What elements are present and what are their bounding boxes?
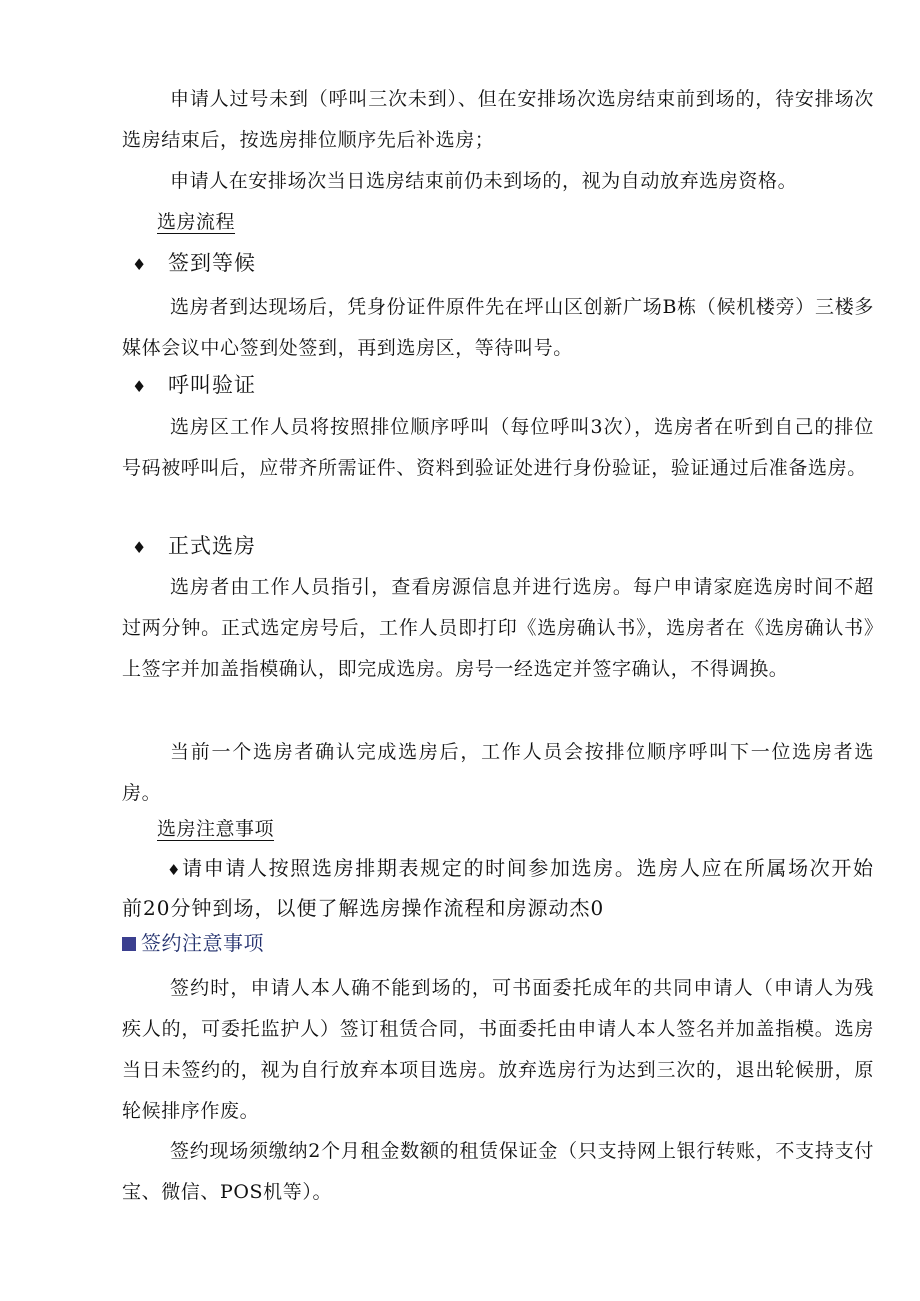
diamond-bullet-icon: ♦ [132, 255, 148, 274]
square-bullet-icon [122, 937, 136, 951]
step-call-verify-text: 选房区工作人员将按照排位顺序呼叫（每位呼叫3次），选房者在听到自己的排位号码被呼叫后，应带齐所需证件、资料到验证处进行身份验证，验证通过后准备选房。 [122, 416, 874, 479]
signing-paragraph-deposit: 签约现场须缴纳2个月租金数额的租赁保证金（只支持网上银行转账，不支持支付宝、微信、POS机等）。 [122, 1140, 874, 1203]
signing-heading [122, 929, 264, 959]
notes-heading: 选房注意事项 [157, 818, 275, 840]
step-sign-in-title [132, 248, 256, 280]
diamond-bullet-icon: ♦ [132, 377, 148, 396]
step-call-verify-title [132, 370, 256, 402]
step-title: 签到等候 [168, 251, 256, 275]
notes-paragraph [122, 849, 874, 927]
process-heading: 选房流程 [157, 211, 236, 233]
step-sign-in-text: 选房者到达现场后，凭身份证件原件先在坪山区创新广场B栋（候机楼旁）三楼多媒体会议中心签到处签到，再到选房区，等待叫号。 [122, 296, 874, 359]
intro-paragraph-forfeit: 申请人在安排场次当日选房结束前仍未到场的，视为自动放弃选房资格。 [170, 170, 798, 192]
signing-heading-text: 签约注意事项 [141, 933, 264, 955]
step-title: 呼叫验证 [168, 373, 256, 397]
notes-text: 请申请人按照选房排期表规定的时间参加选房。选房人应在所属场次开始前20分钟到场，以便了解选房操作流程和房源动杰0 [122, 856, 874, 920]
diamond-bullet-icon: ♦ [167, 861, 183, 879]
step-selection-text: 选房者由工作人员指引，查看房源信息并进行选房。每户申请家庭选房时间不超过两分钟。正式选定房号后，工作人员即打印《选房确认书》，选房者在《选房确认书》上签字并加盖指模确认，即完成选房。房号一经选定并签字确认，不得调换。 [122, 576, 874, 680]
intro-paragraph-late-arrival: 申请人过号未到（呼叫三次未到）、但在安排场次选房结束前到场的，待安排场次选房结束后，按选房排位顺序先后补选房； [122, 88, 874, 151]
after-selection-paragraph: 当前一个选房者确认完成选房后，工作人员会按排位顺序呼叫下一位选房者选房。 [122, 741, 874, 804]
signing-paragraph-proxy: 签约时，申请人本人确不能到场的，可书面委托成年的共同申请人（申请人为残疾人的，可委托监护人）签订租赁合同，书面委托由申请人本人签名并加盖指模。选房当日未签约的，视为自行放弃本项目选房。放弃选房行为达到三次的，退出轮候册，原轮候排序作废。 [122, 977, 874, 1122]
step-title: 正式选房 [168, 534, 256, 558]
step-selection-title [132, 531, 256, 563]
diamond-bullet-icon: ♦ [132, 538, 148, 557]
